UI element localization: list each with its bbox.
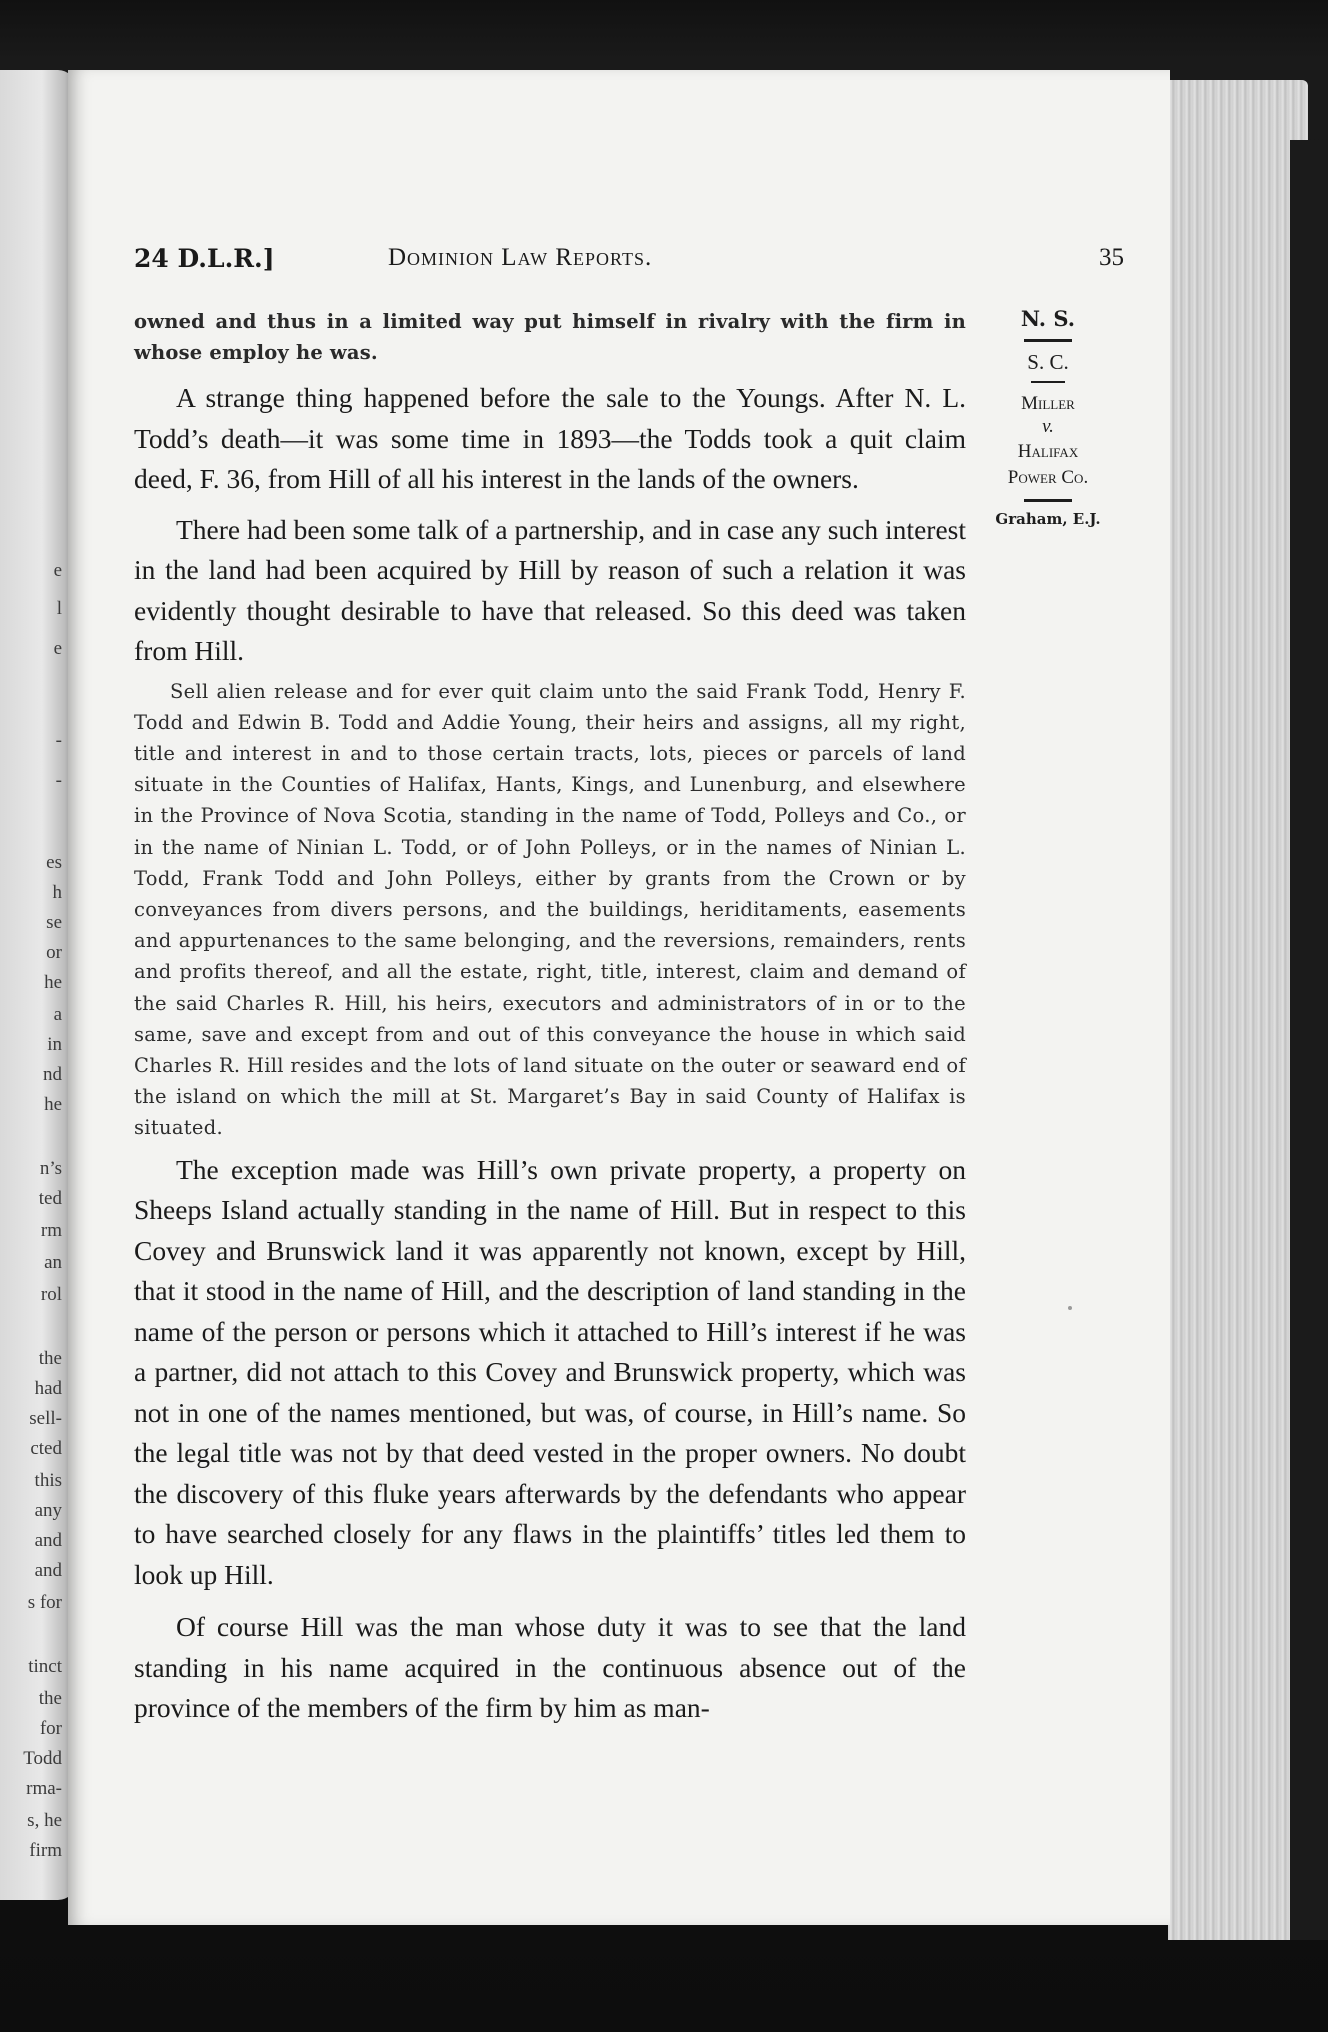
left-page-fragment: or: [46, 942, 62, 963]
case-defendant: Halifax: [1017, 441, 1079, 462]
left-page-fragment: he: [44, 1094, 62, 1115]
left-page-fragment: e: [53, 638, 62, 659]
scan-speck: [1068, 1306, 1072, 1310]
marginal-note: [984, 306, 1112, 528]
left-page-fragment: es: [46, 852, 62, 873]
left-page-fragment: tinct: [28, 1656, 62, 1677]
page-body: [134, 306, 966, 1729]
publication-title: Dominion Law Reports.: [388, 244, 653, 271]
paragraph: A strange thing happened before the sale to the Youngs. After N. L. Todd’s death—it was some time in 1893—the Todds took a quit claim deed, F. 36, from Hill of all his interest in the lands of the owners.: [134, 382, 966, 494]
left-page-fragment: -: [55, 770, 62, 791]
divider: [1031, 381, 1065, 383]
left-page-fragment: sell-: [29, 1408, 62, 1429]
page-number: 35: [1099, 244, 1124, 271]
court-jurisdiction: N. S.: [1020, 306, 1076, 331]
paragraph: The exception made was Hill’s own private property, a property on Sheeps Island actually standing in the name of Hill. But in respect to this Covey and Brunswick land it was apparently not known, except by Hill, that it stood in the name of Hill, and the description of land standing in the name of the person or persons which it attached to Hill’s interest if he was a partner, did not attach to this Covey and Brunswick property, which was not in one of the names mentioned, but was, of course, in Hill’s name. So the legal title was not by that deed vested in the proper owners. No doubt the discovery of this fluke years afterwards by the defendants who appear to have searched closely for any flaws in the plaintiffs’ titles led them to look up Hill.: [134, 1153, 966, 1590]
running-header: [134, 244, 1124, 278]
left-page-fragment: the: [38, 1688, 62, 1709]
left-page-fragment: and: [34, 1530, 62, 1551]
left-page-fragment: the: [38, 1348, 62, 1369]
previous-page-edge: [0, 70, 76, 1900]
quoted-deed: Sell alien release and for ever quit claim unto the said Frank Todd, Henry F. Todd and Edwin B. Todd and Addie Young, their heirs and assigns, all my right, title and interest in and to those certain tracts, lots, pieces or parcels of land situate in the Counties of Halifax, Hants, Kings, and Lunenburg, and elsewhere in the Province of Nova Scotia, standing in the name of Todd, Polleys and Co., or in the name of Ninian L. Todd, or of John Polleys, or in the names of Ninian L. Todd, Frank Todd and John Polleys, either by grants from the Crown or by conveyances from divers persons, and the buildings, heriditaments, easements and appurtenances to the same belonging, and the reversions, remainders, rents and profits thereof, and all the estate, right, title, interest, claim and demand of the said Charles R. Hill, his heirs, executors and administrators of in or to the same, save and except from and out of this conveyance the house in which said Charles R. Hill resides and the lots of land situate on the outer or seaward end of the island on which the mill at St. Margaret’s Bay in said County of Halifax is situated.: [134, 679, 966, 1140]
left-page-fragment: rm: [40, 1220, 62, 1241]
left-page-fragment: rma-: [26, 1778, 62, 1799]
continued-paragraph: owned and thus in a limited way put himself in rivalry with the firm in whose employ he was.: [134, 310, 966, 364]
left-page-fragment: e: [53, 560, 62, 581]
left-page-fragment: Todd: [23, 1748, 62, 1769]
left-page-fragment: for: [39, 1718, 62, 1739]
volume-citation: 24 D.L.R.]: [134, 244, 275, 273]
left-page-fragment: a: [53, 1004, 62, 1025]
judge-name: Graham, E.J.: [995, 510, 1101, 528]
case-plaintiff: Miller: [1021, 393, 1075, 414]
left-page-fragment: had: [34, 1378, 62, 1399]
left-page-fragment: this: [34, 1470, 62, 1491]
divider: [1024, 499, 1072, 502]
left-page-fragment: any: [34, 1500, 62, 1521]
left-page-fragment: ted: [38, 1188, 62, 1209]
left-page-fragment: nd: [43, 1064, 62, 1085]
left-page-fragment: s for: [27, 1592, 62, 1613]
paragraph: Of course Hill was the man whose duty it was to see that the land standing in his name acquired in the continuous absence out of the province of the members of the firm by him as man-: [134, 1611, 966, 1724]
case-versus: v.: [1042, 416, 1054, 437]
book-cover-edge: [1290, 140, 1328, 1940]
left-page-fragment: -: [55, 730, 62, 751]
left-page-fragment: cted: [30, 1438, 62, 1459]
paragraph: There had been some talk of a partnership, and in case any such interest in the land had been acquired by Hill by reason of such a relation it was evidently thought desirable to have that released. So this deed was taken from Hill.: [134, 513, 966, 666]
page-stack-edge: [1168, 80, 1308, 1940]
court-division: S. C.: [1027, 350, 1069, 374]
left-page-fragment: n’s: [39, 1158, 62, 1179]
left-page-fragment: an: [44, 1252, 62, 1273]
left-page-fragment: s, he: [27, 1810, 62, 1831]
left-page-fragment: se: [46, 912, 62, 933]
left-page-fragment: he: [44, 972, 62, 993]
left-page-fragment: firm: [29, 1840, 62, 1861]
left-page-fragment: rol: [40, 1284, 62, 1305]
left-page-fragment: in: [47, 1034, 62, 1055]
divider: [1024, 339, 1072, 342]
left-page-fragment: and: [34, 1560, 62, 1581]
left-page-fragment: l: [56, 598, 62, 619]
left-page-fragment: h: [52, 882, 62, 903]
case-defendant: Power Co.: [1007, 467, 1089, 488]
